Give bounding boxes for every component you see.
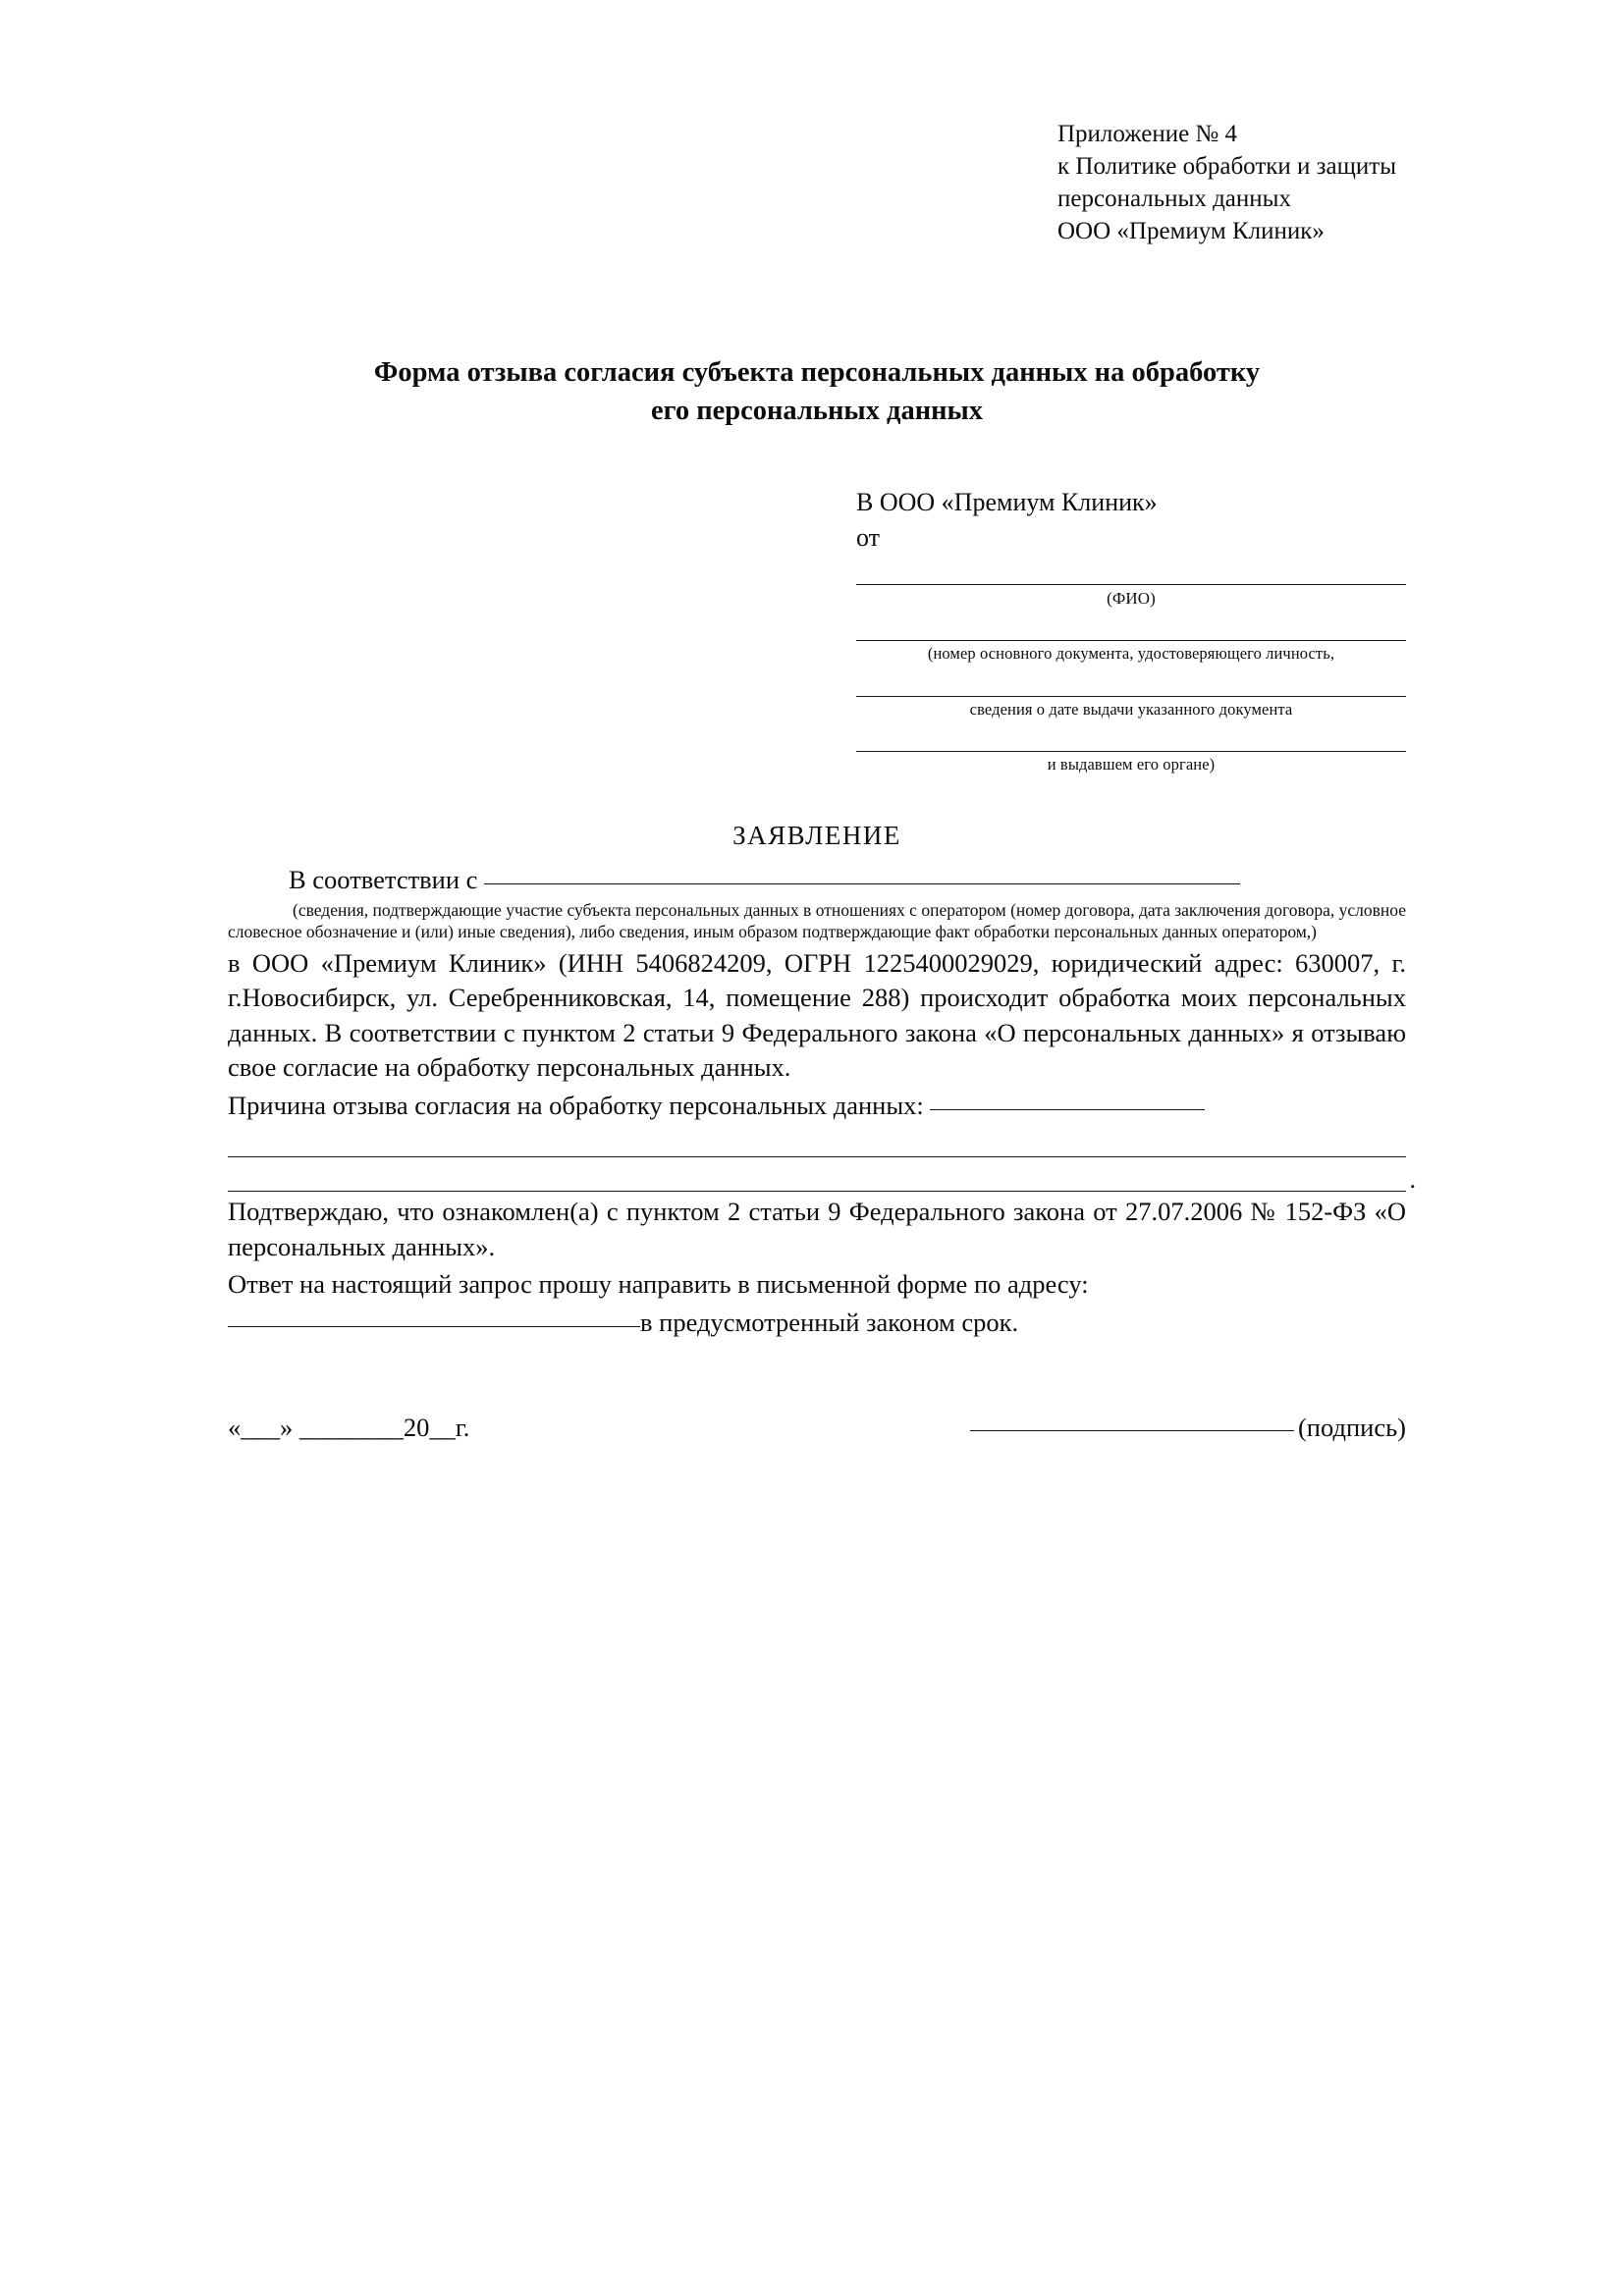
appendix-header-line-4: ООО «Премиум Клиник» <box>1057 218 1325 244</box>
addressee-from-label: от <box>856 522 881 552</box>
statement-fineprint <box>228 899 1406 943</box>
statement-confirm-paragraph: Подтверждаю, что ознакомлен(а) с пунктом 2 статьи 9 Федерального закона от 27.07.2006 № 152-ФЗ «О персональных данных». <box>228 1197 1406 1261</box>
statement-main-paragraph: в ООО «Премиум Клиник» (ИНН 5406824209, ОГРН 1225400029029, юридический адрес: 630007, г. г.Новосибирск, ул. Серебренниковская, 14, помещение 288) происходит обработка моих персональных данных. В соответствии с пунктом 2 статьи 9 Федерального закона «О персональных данных» я отзываю свое согласие на обработку персональных данных. <box>228 947 1406 1083</box>
statement-answer-tail: в предусмотренный законом срок. <box>640 1307 1019 1337</box>
field-reason-line-1[interactable] <box>930 1108 1205 1110</box>
statement-answer-address-row <box>228 1306 1406 1341</box>
caption-document-number: (номер основного документа, удостоверяющего личность, <box>927 643 1335 663</box>
appendix-header-line-1: Приложение № 4 <box>1057 121 1238 147</box>
date-field[interactable]: «___» ________20__г. <box>228 1413 470 1443</box>
field-address-line[interactable] <box>228 1325 640 1327</box>
field-fio-line[interactable] <box>856 555 1406 585</box>
statement-intro-label: В соответствии с <box>289 864 478 894</box>
field-document-number-line[interactable] <box>856 611 1406 641</box>
statement-reason-row <box>228 1089 1406 1124</box>
statement-heading: ЗАЯВЛЕНИЕ <box>732 820 901 850</box>
signature-row <box>228 1413 1406 1443</box>
addressee-organization: В ООО «Премиум Клиник» <box>856 487 1158 516</box>
reason-period: . <box>1409 1165 1416 1195</box>
field-document-date-line[interactable] <box>856 667 1406 697</box>
caption-document-date: сведения о дате выдачи указанного документа <box>969 699 1293 719</box>
field-contract-details-line[interactable] <box>484 882 1240 884</box>
field-reason-line-3[interactable] <box>228 1157 1416 1195</box>
statement-reason-label: Причина отзыва согласия на обработку персональных данных: <box>228 1090 924 1120</box>
appendix-header <box>1057 118 1450 247</box>
page-title <box>228 353 1406 431</box>
document-content <box>228 118 1416 1443</box>
statement-intro-row <box>228 863 1406 897</box>
statement-answer-label: Ответ на настоящий запрос прошу направить в письменной форме по адресу: <box>228 1269 1089 1300</box>
appendix-header-line-3: персональных данных <box>1057 186 1291 212</box>
statement-answer-row <box>228 1267 1406 1303</box>
caption-document-issuer: и выдавшем его органе) <box>1047 755 1216 774</box>
signature-caption: (подпись) <box>1297 1413 1406 1443</box>
field-reason-line-2[interactable] <box>228 1123 1406 1157</box>
addressee-block <box>856 488 1406 775</box>
appendix-header-line-2: к Политике обработки и защиты <box>1057 153 1397 180</box>
page-title-line-2: его персональных данных <box>650 396 984 427</box>
page-title-line-1: Форма отзыва согласия субъекта персональных данных на обработку <box>373 357 1261 388</box>
signature-line[interactable] <box>970 1430 1294 1431</box>
field-document-issuer-line[interactable] <box>856 721 1406 752</box>
caption-fio: (ФИО) <box>1107 588 1156 608</box>
fineprint-text: (сведения, подтверждающие участие субъекта персональных данных в отношениях с оператором (номер договора, дата заключения договора, условное словесное обозначение и (или) иные сведения), либо сведения, иным образом подтверждающие факт обработки персональных данных оператором,) <box>228 900 1406 942</box>
signature-field[interactable] <box>970 1413 1406 1443</box>
